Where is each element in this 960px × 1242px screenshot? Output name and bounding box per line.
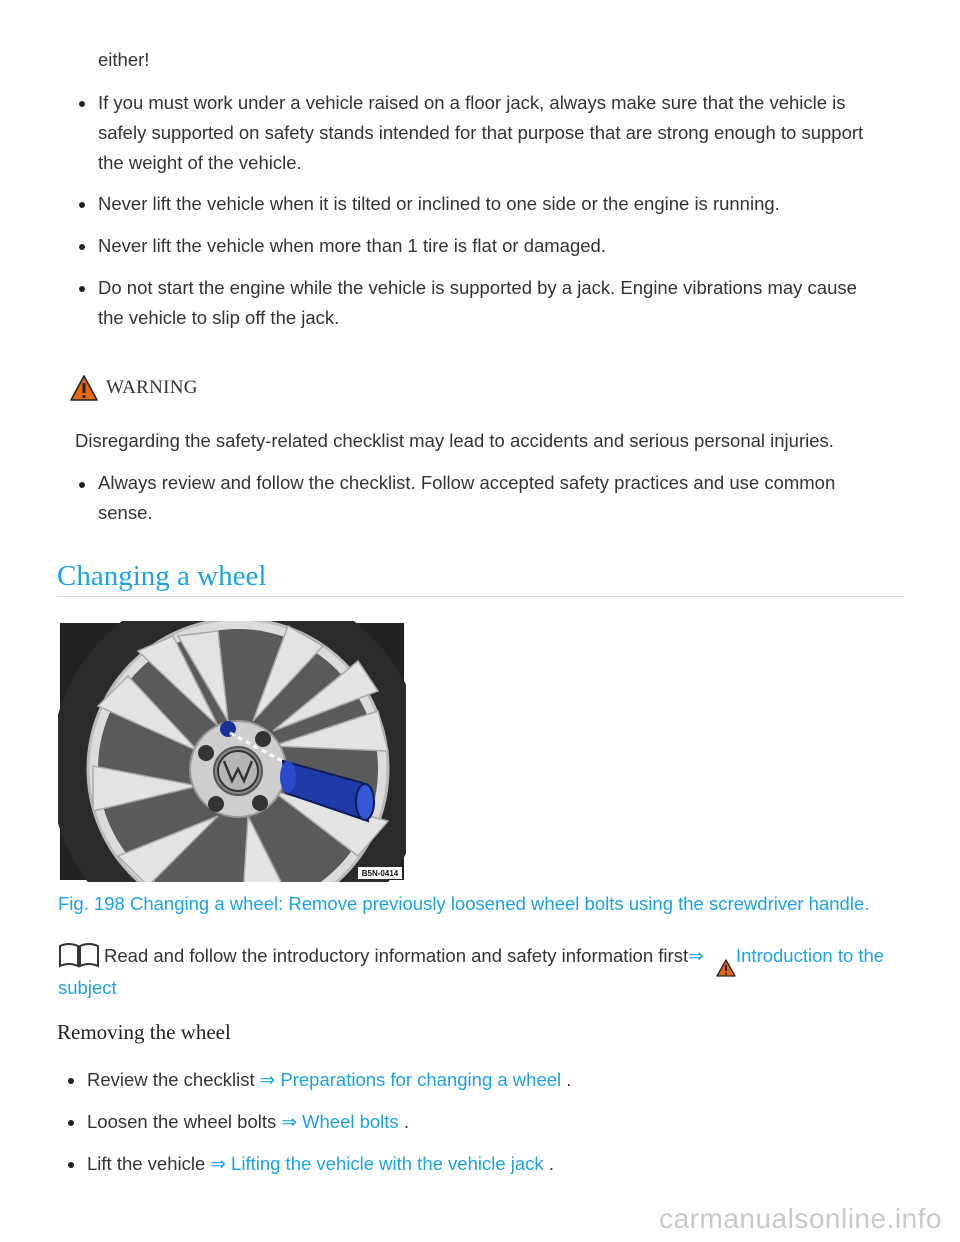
intro-link[interactable]: Introduction to the: [736, 945, 885, 966]
bullet: [79, 244, 85, 250]
bullet: [79, 286, 85, 292]
bullet: [68, 1162, 74, 1168]
list-item: Do not start the engine while the vehicle is supported by a jack. Engine vibrations may cause: [98, 277, 857, 298]
wheel-illustration: [58, 621, 406, 882]
list-item-end: .: [566, 1069, 572, 1090]
bullet: [68, 1120, 74, 1126]
section-heading: Changing a wheel: [57, 560, 267, 592]
intro-link-continuation[interactable]: subject: [58, 977, 117, 998]
bullet: [79, 202, 85, 208]
bullet: [79, 101, 85, 107]
list-item: Never lift the vehicle when it is tilted or inclined to one side or the engine is running.: [98, 193, 780, 214]
list-item: [87, 1149, 554, 1179]
list-item-end: .: [403, 1111, 409, 1132]
intro-text: [104, 941, 704, 971]
list-item-continuation: the weight of the vehicle.: [98, 152, 302, 173]
figure-code-label: B5N-0414: [361, 869, 399, 878]
warning-title: WARNING: [106, 377, 198, 398]
warning-text: Disregarding the safety-related checklist may lead to accidents and serious personal injuries.: [75, 430, 834, 451]
warning-header: [70, 375, 198, 401]
intro-text-body: Read and follow the introductory information and safety information first: [104, 945, 689, 966]
list-item-end: .: [548, 1153, 554, 1174]
list-item-text: Review the checklist: [87, 1069, 255, 1090]
list-item-continuation: the vehicle to slip off the jack.: [98, 307, 340, 328]
intro-arrow: ⇒: [688, 945, 704, 966]
lifting-vehicle-link[interactable]: ⇒ Lifting the vehicle with the vehicle jack: [210, 1153, 544, 1174]
warning-triangle-icon: [716, 959, 736, 977]
list-item: If you must work under a vehicle raised on a floor jack, always make sure that the vehicle is: [98, 92, 846, 113]
open-book-icon: [58, 942, 100, 968]
list-continuation-text: either!: [98, 49, 150, 70]
watermark: carmanualsonline.info: [659, 1203, 942, 1234]
wheel-bolts-link[interactable]: ⇒ Wheel bolts: [281, 1111, 399, 1132]
warning-triangle-icon: [70, 375, 98, 401]
list-item-continuation: sense.: [98, 502, 153, 523]
figure-caption: Fig. 198 Changing a wheel: Remove previously loosened wheel bolts using the screwdriver handle.: [58, 893, 870, 914]
section-divider: [57, 596, 904, 597]
preparations-link[interactable]: ⇒ Preparations for changing a wheel: [259, 1069, 562, 1090]
list-item-text: Lift the vehicle: [87, 1153, 206, 1174]
list-item-text: Loosen the wheel bolts: [87, 1111, 277, 1132]
subsection-heading: Removing the wheel: [57, 1020, 231, 1044]
list-item: [87, 1107, 409, 1137]
bullet: [79, 482, 85, 488]
list-item-continuation: safely supported on safety stands intended for that purpose that are strong enough to support: [98, 122, 864, 143]
list-item: Always review and follow the checklist. Follow accepted safety practices and use common: [98, 472, 836, 493]
list-item: [87, 1065, 571, 1095]
wheel-figure: [58, 621, 406, 882]
list-item: Never lift the vehicle when more than 1 tire is flat or damaged.: [98, 235, 606, 256]
bullet: [68, 1078, 74, 1084]
